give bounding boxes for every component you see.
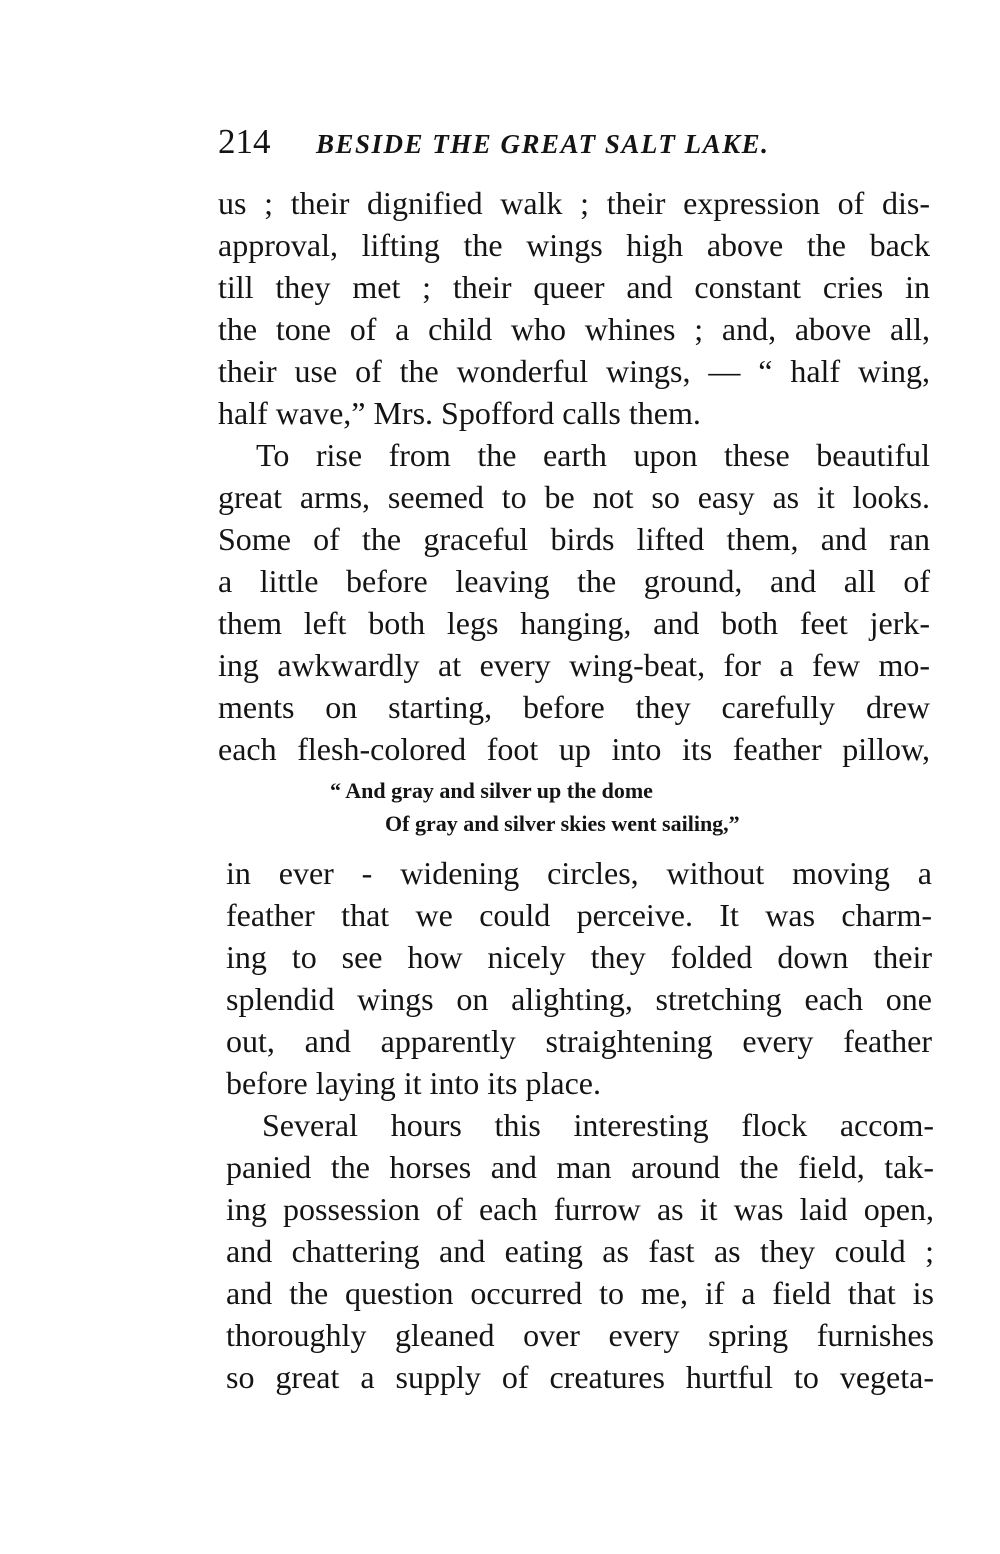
text-line: ing to see how nicely they folded down their (226, 939, 932, 975)
text-line: ing possession of each furrow as it was laid open, (226, 1191, 934, 1227)
verse-line: Of gray and silver skies went sailing,” (385, 811, 740, 836)
running-title: BESIDE THE GREAT SALT LAKE. (316, 129, 770, 159)
text-line: ing awkwardly at every wing-beat, for a few mo- (218, 647, 930, 683)
text-line: half wave,” Mrs. Spofford calls them. (218, 395, 701, 431)
text-line: thoroughly gleaned over every spring furnishes (226, 1317, 934, 1353)
text-line: them left both legs hanging, and both feet jerk- (218, 605, 930, 641)
text-line: till they met ; their queer and constant cries in (218, 269, 930, 305)
text-line: great arms, seemed to be not so easy as it looks. (218, 479, 930, 515)
page-number: 214 (218, 122, 271, 161)
text-line: ments on starting, before they carefully drew (218, 689, 930, 725)
text-line: Some of the graceful birds lifted them, and ran (218, 521, 930, 557)
text-line: so great a supply of creatures hurtful to vegeta- (226, 1359, 934, 1395)
text-line: feather that we could perceive. It was charm- (226, 897, 932, 933)
text-line: the tone of a child who whines ; and, above all, (218, 311, 930, 347)
text-line: panied the horses and man around the field, tak- (226, 1149, 934, 1185)
text-line: a little before leaving the ground, and all of (218, 563, 930, 599)
text-line: and chattering and eating as fast as they could ; (226, 1233, 934, 1269)
text-line: out, and apparently straightening every feather (226, 1023, 932, 1059)
text-line: To rise from the earth upon these beautiful (256, 437, 930, 473)
page-header (218, 120, 938, 164)
text-line: approval, lifting the wings high above the back (218, 227, 930, 263)
text-line: in ever - widening circles, without moving a (226, 855, 932, 891)
text-line: splendid wings on alighting, stretching each one (226, 981, 932, 1017)
verse-line: “ And gray and silver up the dome (330, 778, 653, 803)
text-line: before laying it into its place. (226, 1065, 601, 1101)
text-line: us ; their dignified walk ; their expression of dis- (218, 185, 930, 221)
text-line: and the question occurred to me, if a field that is (226, 1275, 934, 1311)
text-line: each flesh-colored foot up into its feather pillow, (218, 731, 930, 767)
text-line: their use of the wonderful wings, — “ half wing, (218, 353, 930, 389)
text-line: Several hours this interesting flock accom- (262, 1107, 934, 1143)
